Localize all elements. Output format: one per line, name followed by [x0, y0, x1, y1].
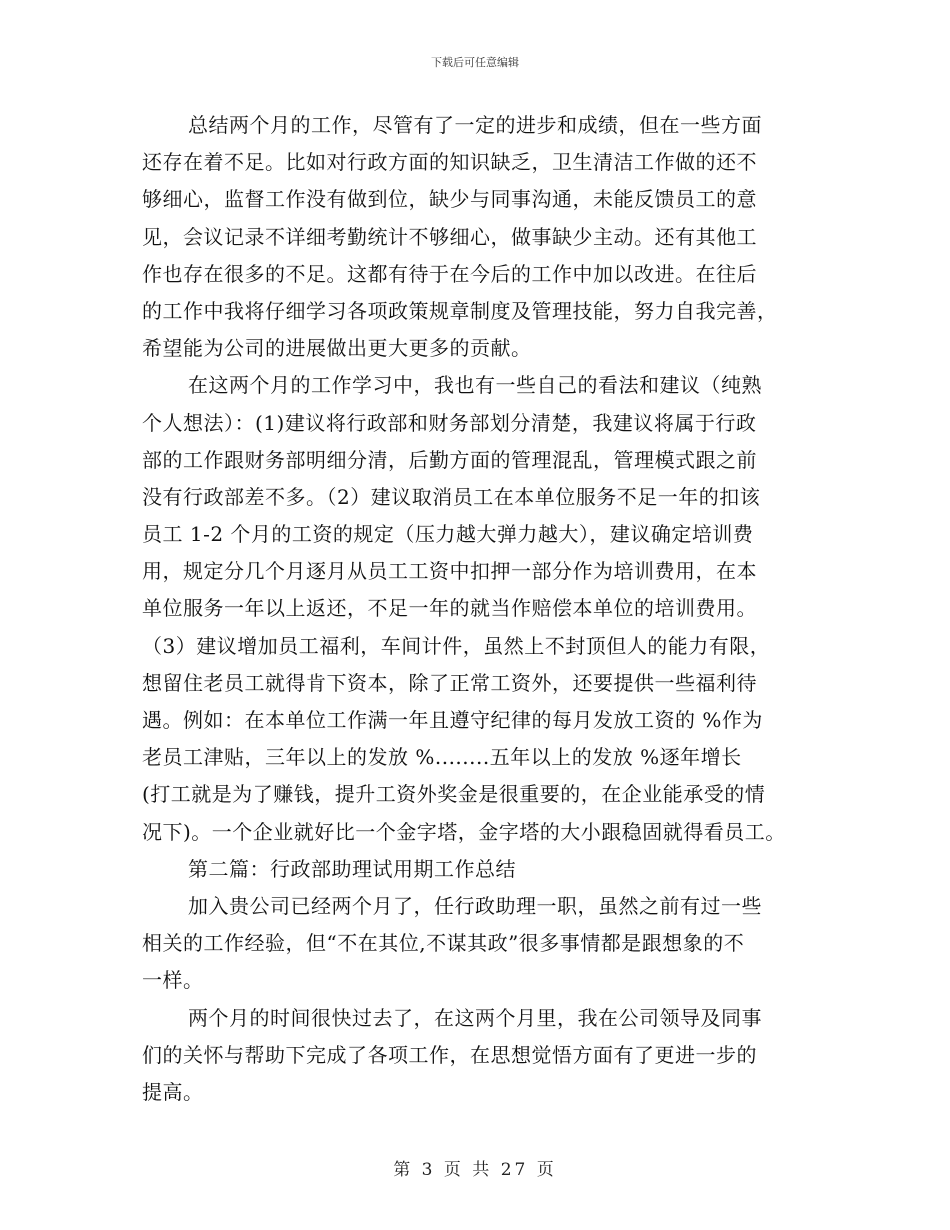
text-line: 用，规定分几个月逐月从员工工资中扣押一部分作为培训费用，在本: [142, 559, 757, 584]
text-line: 个人想法）：(1)建议将行政部和财务部划分清楚，我建议将属于行政: [142, 410, 757, 435]
text-line: 还存在着不足。比如对行政方面的知识缺乏，卫生清洁工作做的还不: [142, 150, 757, 175]
text-line: 总结两个月的工作，尽管有了一定的进步和成绩，但在一些方面: [188, 113, 762, 137]
text-line: 在这两个月的工作学习中，我也有一些自己的看法和建议（纯熟: [188, 373, 762, 398]
text-line: 遇。例如：在本单位工作满一年且遵守纪律的每月发放工资的 %作为: [142, 708, 763, 732]
text-line: 老员工津贴，三年以上的发放 %........五年以上的发放 %逐年增长: [142, 745, 742, 770]
text-line: 相关的工作经验，但“不在其位,不谋其政”很多事情都是跟想象的不: [142, 931, 745, 956]
text-line: 况下)。一个企业就好比一个金字塔，金字塔的大小跟稳固就得看员工。: [142, 819, 786, 844]
text-line: 没有行政部差不多。（2）建议取消员工在本单位服务不足一年的扣该: [142, 484, 761, 509]
page-header: 下载后可任意编辑: [431, 56, 519, 69]
text-line: 作也存在很多的不足。这都有待于在今后的工作中加以改进。在往后: [142, 261, 757, 286]
text-line: 的工作中我将仔细学习各项政策规章制度及管理技能，努力自我完善，: [142, 298, 778, 323]
section-heading: 第二篇：行政部助理试用期工作总结: [188, 856, 516, 881]
text-line: (打工就是为了赚钱，提升工资外奖金是很重要的，在企业能承受的情: [142, 782, 766, 807]
text-line: 提高。: [142, 1079, 204, 1104]
text-line: 见，会议记录不详细考勤统计不够细心，做事缺少主动。还有其他工: [142, 224, 757, 249]
page-number: 第 3 页 共 27 页: [393, 1160, 557, 1180]
text-line: 部的工作跟财务部明细分清，后勤方面的管理混乱，管理模式跟之前: [142, 447, 757, 472]
text-line: 够细心，监督工作没有做到位，缺少与同事沟通，未能反馈员工的意: [142, 187, 757, 212]
document-body: [142, 107, 810, 1111]
text-line: 单位服务一年以上返还，不足一年的就当作赔偿本单位的培训费用。: [142, 596, 757, 621]
text-line: 一样。: [142, 968, 204, 993]
text-line: 希望能为公司的进展做出更大更多的贡献。: [142, 336, 532, 361]
text-line: 想留住老员工就得肯下资本，除了正常工资外，还要提供一些福利待: [142, 670, 757, 695]
text-line: 加入贵公司已经两个月了，任行政助理一职，虽然之前有过一些: [188, 893, 762, 918]
text-line: 两个月的时间很快过去了，在这两个月里，我在公司领导及同事: [188, 1005, 762, 1030]
text-line: （3）建议增加员工福利，车间计件，虽然上不封顶但人的能力有限，: [142, 633, 771, 658]
text-line: 员工 1-2 个月的工资的规定（压力越大弹力越大），建议确定培训费: [142, 522, 754, 547]
text-line: 们的关怀与帮助下完成了各项工作，在思想觉悟方面有了更进一步的: [142, 1042, 757, 1067]
